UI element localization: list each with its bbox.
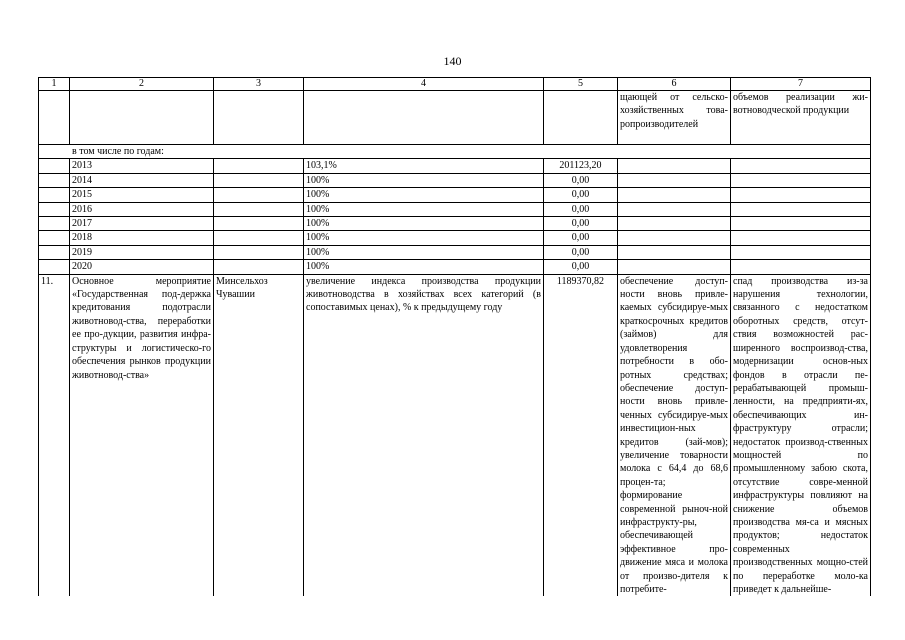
index-cell: 100% (304, 245, 544, 259)
by-years-row (39, 145, 871, 159)
amount-cell: 0,00 (544, 173, 618, 187)
column-number: 6 (618, 78, 731, 91)
year-row (39, 260, 871, 274)
year-row (39, 231, 871, 245)
amount-cell: 201123,20 (544, 159, 618, 173)
by-years-label: в том числе по годам: (70, 145, 871, 159)
year-cell: 2019 (70, 245, 214, 259)
row-number: 11. (39, 274, 70, 596)
amount-cell: 0,00 (544, 260, 618, 274)
amount-cell: 0,00 (544, 231, 618, 245)
index-cell: 100% (304, 173, 544, 187)
measure-consequences: спад производства из-за нарушения технологии, связанного с недостатком оборотных средств, отсут-ствия возможностей рас-ширенного воспроизвод-ства, модернизации основ-ных фондов в отрасли пе-рерабатывающей промыш-ленности, на предприяти-ях, обеспечивающих ин-фраструктуру отрасли; недостаток производ-ственных мощностей по промышленному забою скота, отсутствие совре-менной инфраструктуры повлияют на снижение объемов производства мя-са и мясных продуктов; недостаток современных производственных мощно-стей по переработке моло-ка приведет к дальнейше- (731, 274, 871, 596)
continuation-consequences: объемов реализации жи-вотноводческой продукции (731, 91, 871, 145)
year-cell: 2017 (70, 217, 214, 231)
measure-executor: Минсельхоз Чувашии (214, 274, 304, 596)
measure-results: обеспечение доступ-ности вновь привле-каемых субсидируе-мых краткосрочных кредитов (займов) для удовлетворения потребности в обо-ротных средствах; обеспечение доступ-ности вновь привле-ченных субсидируе-мых инвестицион-ных кредитов (зай-мов); увеличение товарности молока с 64,4 до 68,6 процен-та; формирование современной рыноч-ной инфраструкту-ры, обеспечивающей эффективное про-движение мяса и молока от произво-дителя к потребите- (618, 274, 731, 596)
index-cell: 100% (304, 260, 544, 274)
column-number: 2 (70, 78, 214, 91)
year-cell: 2016 (70, 202, 214, 216)
year-row (39, 217, 871, 231)
column-number: 7 (731, 78, 871, 91)
column-number: 5 (544, 78, 618, 91)
column-number: 4 (304, 78, 544, 91)
year-cell: 2015 (70, 188, 214, 202)
amount-cell: 0,00 (544, 217, 618, 231)
year-cell: 2020 (70, 260, 214, 274)
column-number: 1 (39, 78, 70, 91)
continuation-row (39, 91, 871, 145)
index-cell: 100% (304, 217, 544, 231)
amount-cell: 0,00 (544, 188, 618, 202)
year-cell: 2018 (70, 231, 214, 245)
amount-cell: 0,00 (544, 245, 618, 259)
column-numbers-row (39, 78, 871, 91)
continuation-results: щающей от сельско-хозяйственных това-ропроизводителей (618, 91, 731, 145)
year-row (39, 159, 871, 173)
year-row (39, 202, 871, 216)
page-number: 140 (443, 54, 462, 68)
year-row (39, 188, 871, 202)
measure-name: Основное мероприятие «Государственная под-держка кредитования подотрасли животновод-ства, переработки ее про-дукции, развития инфра-структуры и логистическо-го обеспечения рынков продукции животновод-ства» (70, 274, 214, 596)
year-cell: 2013 (70, 159, 214, 173)
index-cell: 100% (304, 188, 544, 202)
amount-cell: 0,00 (544, 202, 618, 216)
measure-amount: 1189370,82 (544, 274, 618, 596)
program-table (38, 77, 871, 596)
measure-indicator: увеличение индекса производства продукции животноводства в хозяйствах всех категорий (в сопоставимых ценах), % к предыдущему году (304, 274, 544, 596)
year-row (39, 245, 871, 259)
index-cell: 100% (304, 202, 544, 216)
index-cell: 103,1% (304, 159, 544, 173)
measure-row-11 (39, 274, 871, 596)
year-cell: 2014 (70, 173, 214, 187)
year-row (39, 173, 871, 187)
index-cell: 100% (304, 231, 544, 245)
column-number: 3 (214, 78, 304, 91)
